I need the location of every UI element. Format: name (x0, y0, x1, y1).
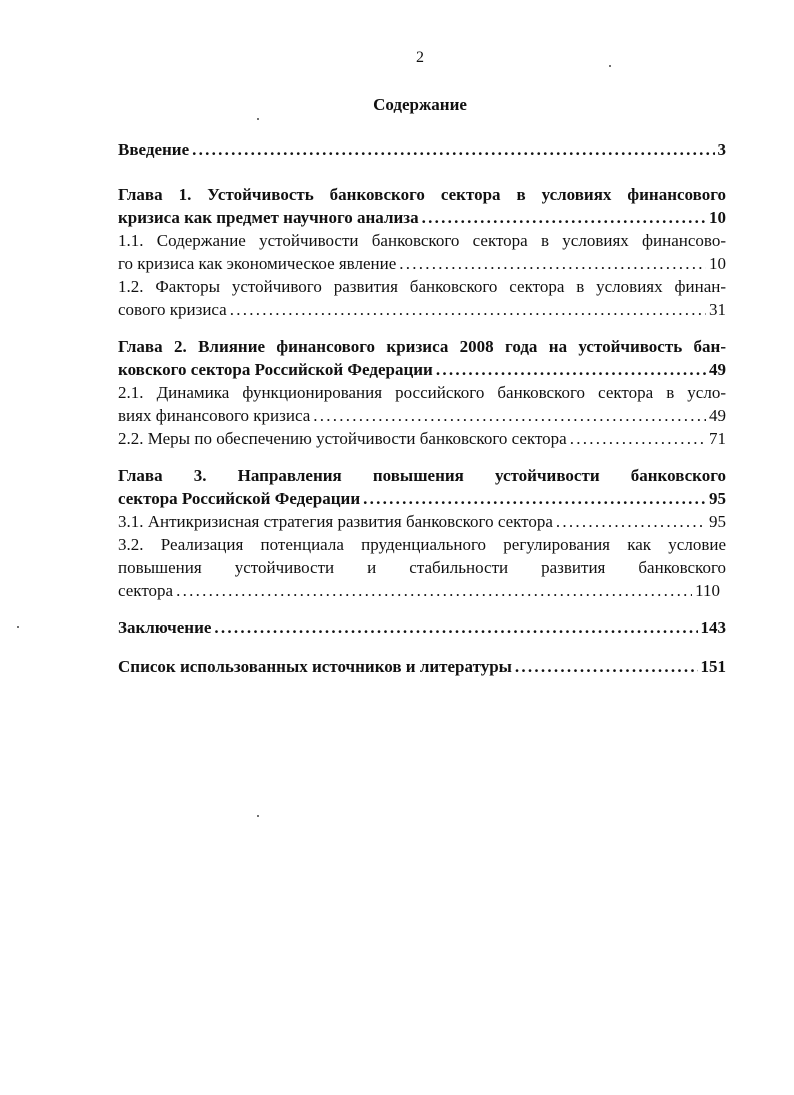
document-title: Содержание (373, 95, 467, 114)
dot-leader (570, 427, 706, 450)
section-title-line: 2.1. Динамика функционирования российского банковского сектора в усло- (118, 383, 726, 402)
toc-section-3-2 (118, 579, 726, 602)
toc-page-number: 95 (709, 489, 726, 508)
toc-entry-references (118, 655, 726, 678)
dot-leader (176, 579, 692, 602)
dot-leader (399, 252, 706, 275)
chapter-title-end (118, 358, 726, 381)
section-title-line: повышения устойчивости и стабильности развития банковского (118, 558, 726, 577)
section-title-line: 1.2. Факторы устойчивого развития банковского сектора в условиях финан- (118, 277, 726, 296)
section-title-line: 2.2. Меры по обеспечению устойчивости банковского сектора (118, 429, 567, 448)
chapter-title-line: Глава 3. Направления повышения устойчивости банковского (118, 466, 726, 485)
chapter-title-line: сектора Российской Федерации (118, 489, 361, 508)
section-title-line: 3.2. Реализация потенциала пруденциального регулирования как условие (118, 535, 726, 554)
page-number: 2 (416, 49, 424, 66)
dot-leader (556, 510, 706, 533)
toc-page-number: 71 (709, 429, 726, 448)
scan-speck (17, 626, 19, 628)
dot-leader (230, 298, 706, 321)
chapter-title-line: Глава 1. Устойчивость банковского сектора в условиях финансового (118, 185, 726, 204)
chapter-title-end (118, 487, 726, 510)
toc-section-1-2 (118, 298, 726, 321)
toc-page-number: 110 (695, 581, 720, 600)
chapter-title-line: кризиса как предмет научного анализа (118, 208, 419, 227)
toc-page-number: 31 (709, 300, 726, 319)
dot-leader (313, 404, 706, 427)
section-title-line: го кризиса как экономическое явление (118, 254, 397, 273)
scan-speck (257, 815, 259, 817)
toc-page-number: 49 (709, 360, 726, 379)
toc-entry-title: Список использованных источников и литературы (118, 657, 512, 676)
toc-chapter-2 (118, 335, 726, 450)
toc-section-2-1 (118, 404, 726, 427)
scan-speck (609, 65, 611, 67)
toc-page-number: 143 (700, 618, 726, 637)
scan-speck (257, 118, 259, 120)
dot-leader (192, 138, 714, 161)
toc-page-number: 10 (709, 208, 726, 227)
section-title-line: сектора (118, 581, 174, 600)
dot-leader (515, 655, 698, 678)
toc-section-1-1 (118, 252, 726, 275)
section-title-line: виях финансового кризиса (118, 406, 311, 425)
section-title-line: сового кризиса (118, 300, 227, 319)
toc-entry-title: Введение (118, 140, 190, 159)
section-title-line: 1.1. Содержание устойчивости банковского сектора в условиях финансово- (118, 231, 726, 250)
toc-page-number: 49 (709, 406, 726, 425)
chapter-title-line: Глава 2. Влияние финансового кризиса 2008 года на устойчивость бан- (118, 337, 726, 356)
toc-entry-introduction (118, 138, 726, 161)
dot-leader (422, 206, 706, 229)
toc-chapter-3 (118, 464, 726, 602)
dot-leader (436, 358, 706, 381)
dot-leader (363, 487, 706, 510)
chapter-title-line: ковского сектора Российской Федерации (118, 360, 433, 379)
toc-page-number: 95 (709, 512, 726, 531)
toc-page-number: 3 (717, 140, 726, 159)
toc-chapter-1 (118, 183, 726, 321)
toc-page-number: 10 (709, 254, 726, 273)
section-title-line: 3.1. Антикризисная стратегия развития банковского сектора (118, 512, 553, 531)
toc-section-3-1 (118, 510, 726, 533)
toc-section-2-2 (118, 427, 726, 450)
toc-entry-conclusion (118, 616, 726, 639)
chapter-title-end (118, 206, 726, 229)
toc-page-number: 151 (700, 657, 726, 676)
table-of-contents (118, 138, 726, 678)
toc-entry-title: Заключение (118, 618, 212, 637)
dot-leader (214, 616, 697, 639)
